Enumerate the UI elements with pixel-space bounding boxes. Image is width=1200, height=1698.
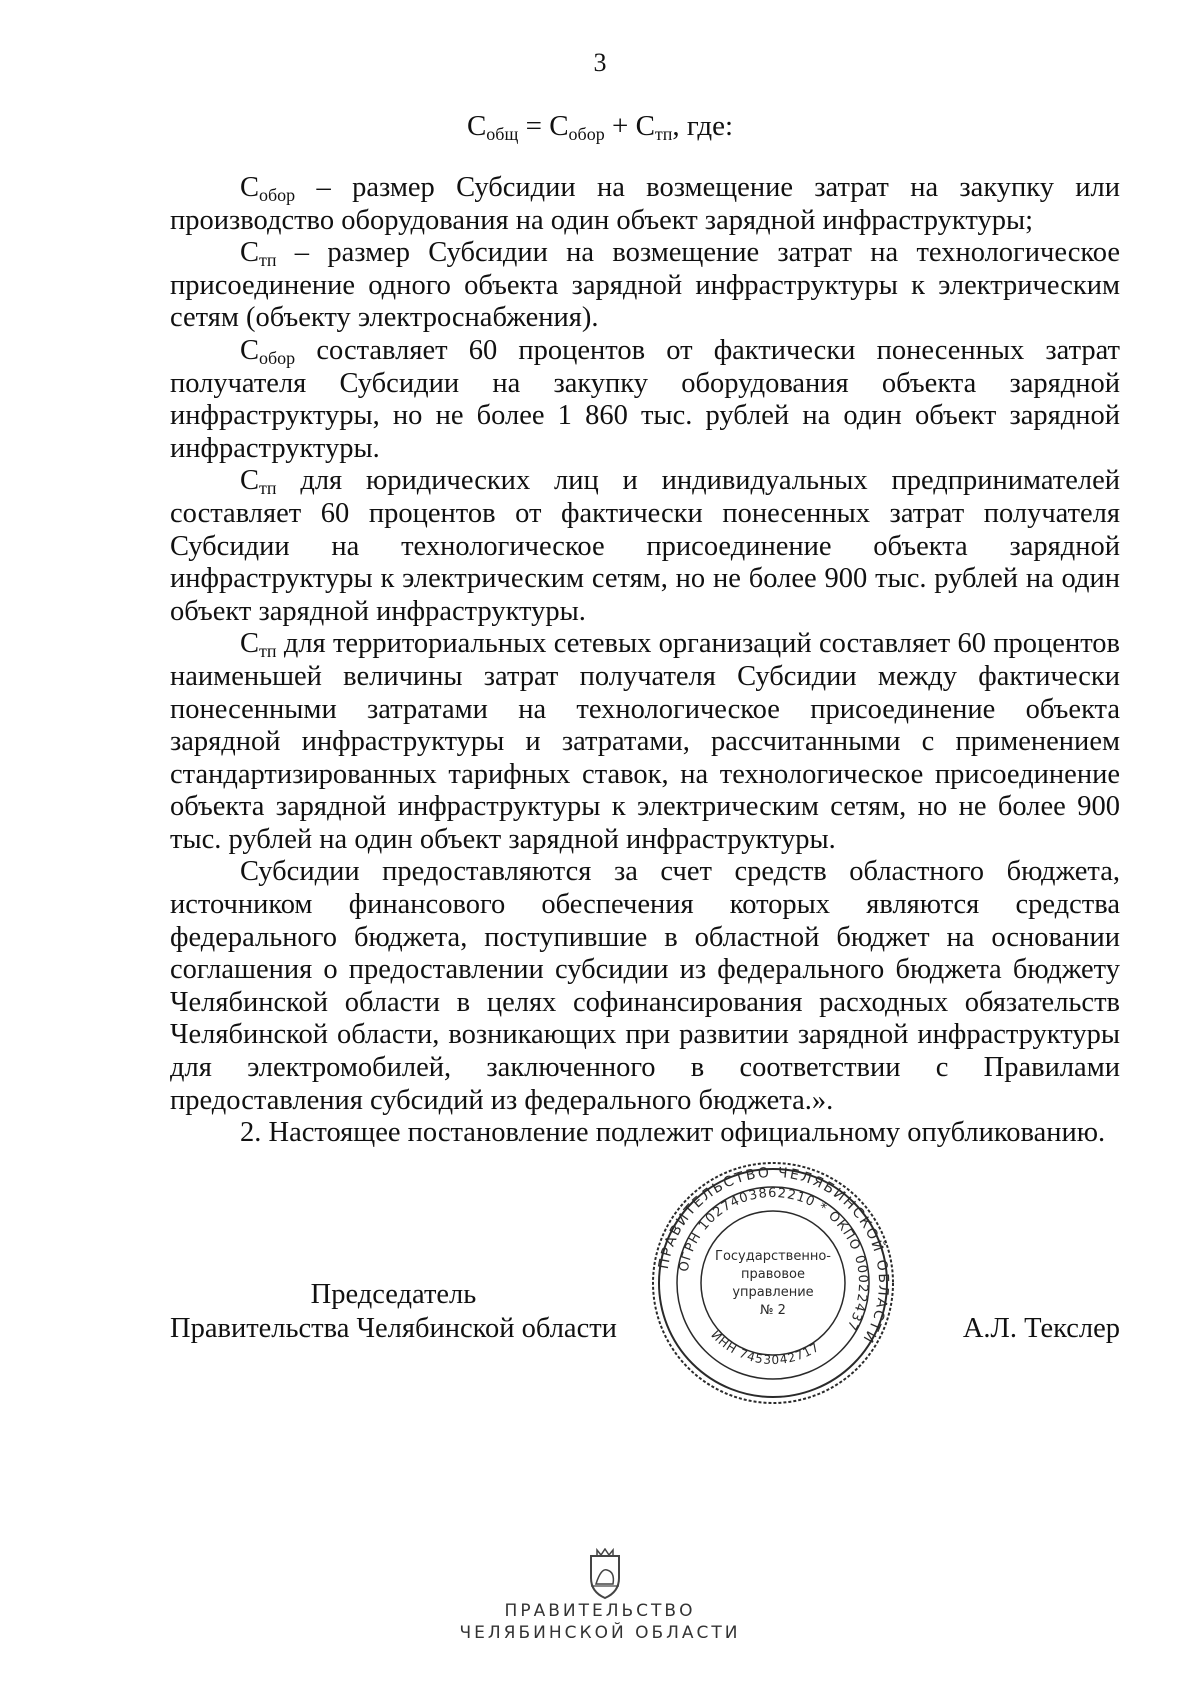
formula-eq: = [518,110,550,142]
seal-center-line4: № 2 [760,1303,786,1318]
paragraph-symbol: С [240,465,260,497]
seal-middle-text: ОГРН 1027403862210 * ОКПО 00022437 [676,1185,871,1334]
coat-of-arms-icon [585,1548,625,1600]
paragraph-symbol-sub: обор [259,347,296,368]
seal-outer-text: ПРАВИТЕЛЬСТВО ЧЕЛЯБИНСКОЙ ОБЛАСТИ [655,1164,892,1347]
signatory-title-line2: Правительства Челябинской области [170,1313,617,1344]
paragraph [170,465,1120,628]
formula-term2: С [635,110,655,142]
formula-tail: , где: [672,110,734,142]
seal-center-line2: правовое [741,1267,805,1282]
paragraph-symbol: С [240,628,260,660]
seal-icon [650,1160,896,1406]
seal-inn-text: ИНН 7453042717 [708,1327,823,1368]
paragraph-symbol: С [240,334,260,366]
footer-line2: ЧЕЛЯБИНСКОЙ ОБЛАСТИ [459,1623,741,1643]
formula-lhs-sub: общ [486,124,519,144]
paragraph-symbol-sub: тп [259,641,277,662]
paragraph-symbol: С [240,172,260,203]
footer-line1: ПРАВИТЕЛЬСТВО [504,1601,696,1621]
seal-center-line3: управление [732,1285,814,1300]
paragraph-symbol-sub: обор [259,185,296,205]
paragraph-text: составляет 60 процентов от фактически понесенных затрат получателя Субсидии на закупку оборудования объекта зарядной инфраструктуры, но не более 1 860 тыс. рублей на один объект зарядной инфраструктуры. [170,334,1120,464]
paragraph-text: 2. Настоящее постановление подлежит официальному опубликованию. [240,1117,1106,1149]
page-number: 3 [593,48,607,77]
paragraph-symbol-sub: тп [259,250,277,271]
paragraph-text: – размер Субсидии на возмещение затрат на закупку или производство оборудования на один объект зарядной инфраструктуры; [170,172,1120,236]
seal-center-line1: Государственно- [715,1249,831,1264]
paragraph-symbol-sub: тп [259,478,277,499]
paragraph [170,335,1120,465]
formula-term2-sub: тп [654,124,673,144]
signatory-title [170,1278,617,1346]
paragraph [170,237,1120,335]
formula-term1: С [549,110,569,142]
official-seal [650,1160,896,1406]
paragraph-text: для юридических лиц и индивидуальных предпринимателей составляет 60 процентов от фактически понесенных затрат получателя Субсидии на технологическое присоединение объекта зарядной инфраструктуры к электрическим сетям, но не более 900 тыс. рублей на один объект зарядной инфраструктуры. [170,465,1120,627]
signature-block [170,1278,1120,1358]
footer-letterhead [0,1600,1200,1644]
signatory-title-line1: Председатель [310,1279,477,1310]
formula-lhs: С [466,110,487,142]
formula [0,108,1200,144]
paragraph-symbol: С [240,237,260,269]
paragraph [170,628,1120,856]
paragraph-text: Субсидии предоставляются за счет средств областного бюджета, источником финансового обеспечения которых являются средства федерального бюджета, поступившие в областной бюджет на основании соглашения о предоставлении субсидии из федерального бюджета бюджету Челябинской области в целях софинансирования расходных обязательств Челябинской области, возникающих при развитии зарядной инфраструктуры для электромобилей, заключенного в соответствии с Правилами предоставления субсидий из федерального бюджета.». [170,856,1120,1116]
paragraph [170,856,1120,1117]
paragraph [170,172,1120,237]
signatory-name: А.Л. Текслер [962,1313,1120,1344]
formula-term1-sub: обор [568,124,605,144]
document-body [170,172,1120,1150]
paragraph [170,1117,1120,1150]
paragraph-text: для территориальных сетевых организаций составляет 60 процентов наименьшей величины затрат получателя Субсидии между фактически понесенными затратами на технологическое присоединение объекта зарядной инфраструктуры и затратами, рассчитанными с применением стандартизированных тарифных ставок, на технологическое присоединение объекта зарядной инфраструктуры к электрическим сетям, но не более 900 тыс. рублей на один объект зарядной инфраструктуры. [170,628,1120,855]
formula-plus: + [604,110,636,142]
paragraph-text: – размер Субсидии на возмещение затрат на технологическое присоединение одного объекта зарядной инфраструктуры к электрическим сетям (объекту электроснабжения). [170,237,1120,334]
